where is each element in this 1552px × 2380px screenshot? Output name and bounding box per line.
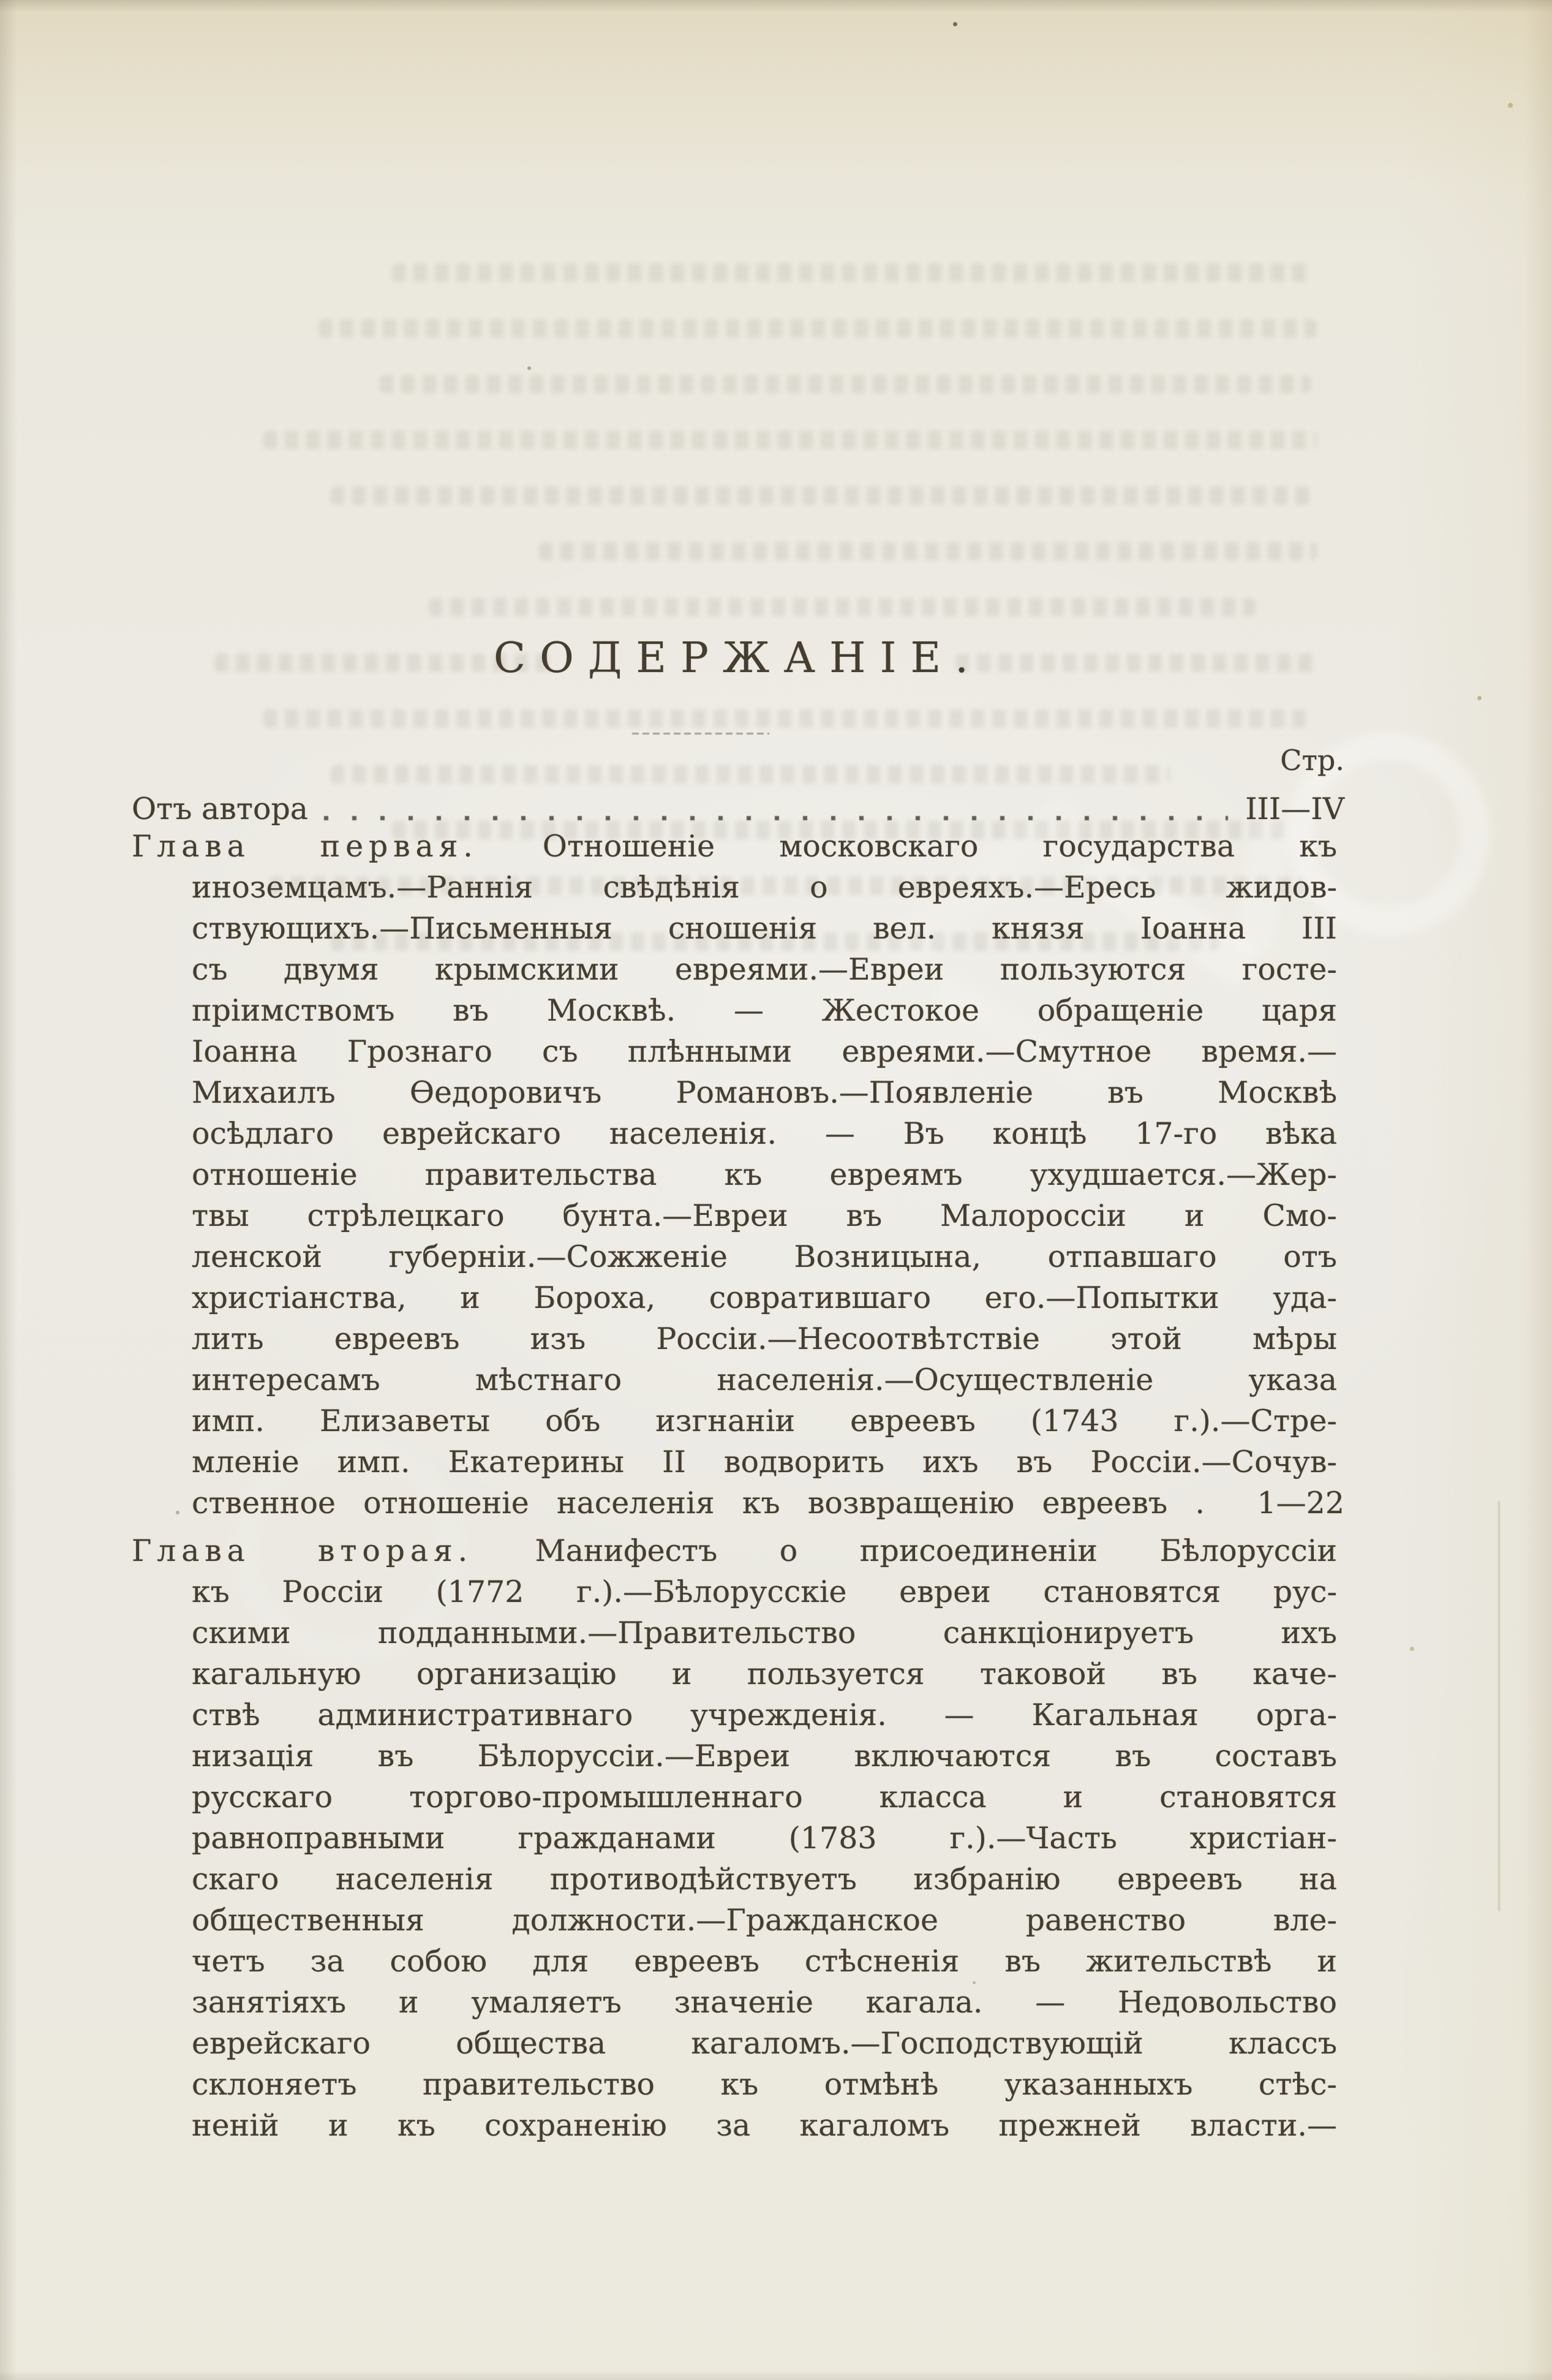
page-edge-left <box>0 0 17 2380</box>
chapter-heading: Глава вторая. <box>132 1533 473 1568</box>
toc-line: русскаго торгово-промышленнаго класса и становятся <box>192 1780 1337 1815</box>
toc-line: осѣдлаго еврейскаго населенія. — Въ концѣ 17-го вѣка <box>192 1116 1337 1151</box>
toc-line: равноправными гражданами (1783 г.).—Часть христіан- <box>192 1821 1337 1856</box>
page-edge-bottom <box>0 2370 1552 2380</box>
toc-line: съ двумя крымскими евреями.—Евреи пользуются госте- <box>192 952 1337 987</box>
chapter-2-heading-line <box>132 1533 1344 1570</box>
paper-tint-top <box>0 0 1552 184</box>
page-column-header: Стр. <box>1280 744 1344 777</box>
toc-line: общественныя должности.—Гражданское равенство вле- <box>192 1903 1337 1938</box>
page-number: III—IV <box>1245 791 1344 826</box>
toc-line: ствующихъ.—Письменныя сношенія вел. князя Іоанна III <box>192 911 1337 946</box>
toc-line: кагальную организацію и пользуется таковой въ каче- <box>192 1657 1337 1691</box>
toc-line: скаго населенія противодѣйствуетъ избранію евреевъ на <box>192 1862 1337 1897</box>
toc-entry-from-author <box>132 791 1344 828</box>
toc-line: занятіяхъ и умаляетъ значеніе кагала. — Недовольство <box>192 1985 1337 2020</box>
toc-line: ленской губерніи.—Сожженіе Возницына, отпавшаго отъ <box>192 1239 1337 1274</box>
chapter-1-heading-line <box>132 828 1344 865</box>
chapter-heading-rest: Манифестъ о присоединеніи Бѣлоруссіи <box>535 1533 1337 1568</box>
toc-line: пріимствомъ въ Москвѣ. — Жестокое обращеніе царя <box>192 993 1337 1028</box>
toc-line: Михаилъ Ѳедоровичъ Романовъ.—Появленіе въ Москвѣ <box>192 1075 1337 1110</box>
toc-line: имп. Елизаветы объ изгнаніи евреевъ (1743 г.).—Стре- <box>192 1403 1337 1438</box>
page-number: 1—22 <box>1257 1486 1344 1521</box>
toc-line: мленіе имп. Екатерины II водворить ихъ въ Россіи.—Сочув- <box>192 1445 1337 1479</box>
toc-line: интересамъ мѣстнаго населенія.—Осуществленіе указа <box>192 1362 1337 1397</box>
title-rule <box>632 733 769 735</box>
toc-line: твы стрѣлецкаго бунта.—Евреи въ Малороссіи и Смо- <box>192 1198 1337 1233</box>
toc-title: СОДЕРЖАНІЕ. <box>493 634 983 682</box>
chapter-heading: Глава первая. <box>132 829 478 864</box>
toc-line: христіанства, и Бороха, совратившаго его.—Попытки уда- <box>192 1280 1337 1315</box>
toc-line: къ Россіи (1772 г.).—Бѣлорусскіе евреи становятся рус- <box>192 1574 1337 1609</box>
toc-line: скими подданными.—Правительство санкціонируетъ ихъ <box>192 1615 1337 1650</box>
paper-crease <box>1498 1501 1500 1911</box>
toc-line: еврейскаго общества кагаломъ.—Господствующій классъ <box>192 2026 1337 2061</box>
toc-line: иноземцамъ.—Раннія свѣдѣнія о евреяхъ.—Ересь жидов- <box>192 870 1337 905</box>
toc-line: лить евреевъ изъ Россіи.—Несоотвѣтствіе этой мѣры <box>192 1321 1337 1356</box>
toc-line: неній и къ сохраненію за кагаломъ прежней власти.— <box>192 2108 1337 2143</box>
toc-line: ственное отношеніе населенія къ возвращенію евреевъ . <box>192 1486 1205 1521</box>
toc-line: отношеніе правительства къ евреямъ ухудшается.—Жер- <box>192 1157 1337 1192</box>
toc-line: четъ за собою для евреевъ стѣсненія въ жительствѣ и <box>192 1944 1337 1979</box>
toc-line: склоняетъ правительство къ отмѣнѣ указанныхъ стѣс- <box>192 2067 1337 2102</box>
dot-leader <box>324 816 1228 820</box>
page-edge-top <box>0 0 1552 12</box>
toc-line: Іоанна Грознаго съ плѣнными евреями.—Смутное время.— <box>192 1034 1337 1069</box>
toc-line: низація въ Бѣлоруссіи.—Евреи включаются въ составъ <box>192 1739 1337 1774</box>
entry-label: Отъ автора <box>132 791 309 826</box>
page-edge-right <box>1524 0 1552 2380</box>
chapter-heading-rest: Отношеніе московскаго государства къ <box>542 829 1337 864</box>
toc-line: ствѣ административнаго учрежденія. — Кагальная орга- <box>192 1698 1337 1732</box>
paper-tint-right <box>1396 0 1552 2380</box>
